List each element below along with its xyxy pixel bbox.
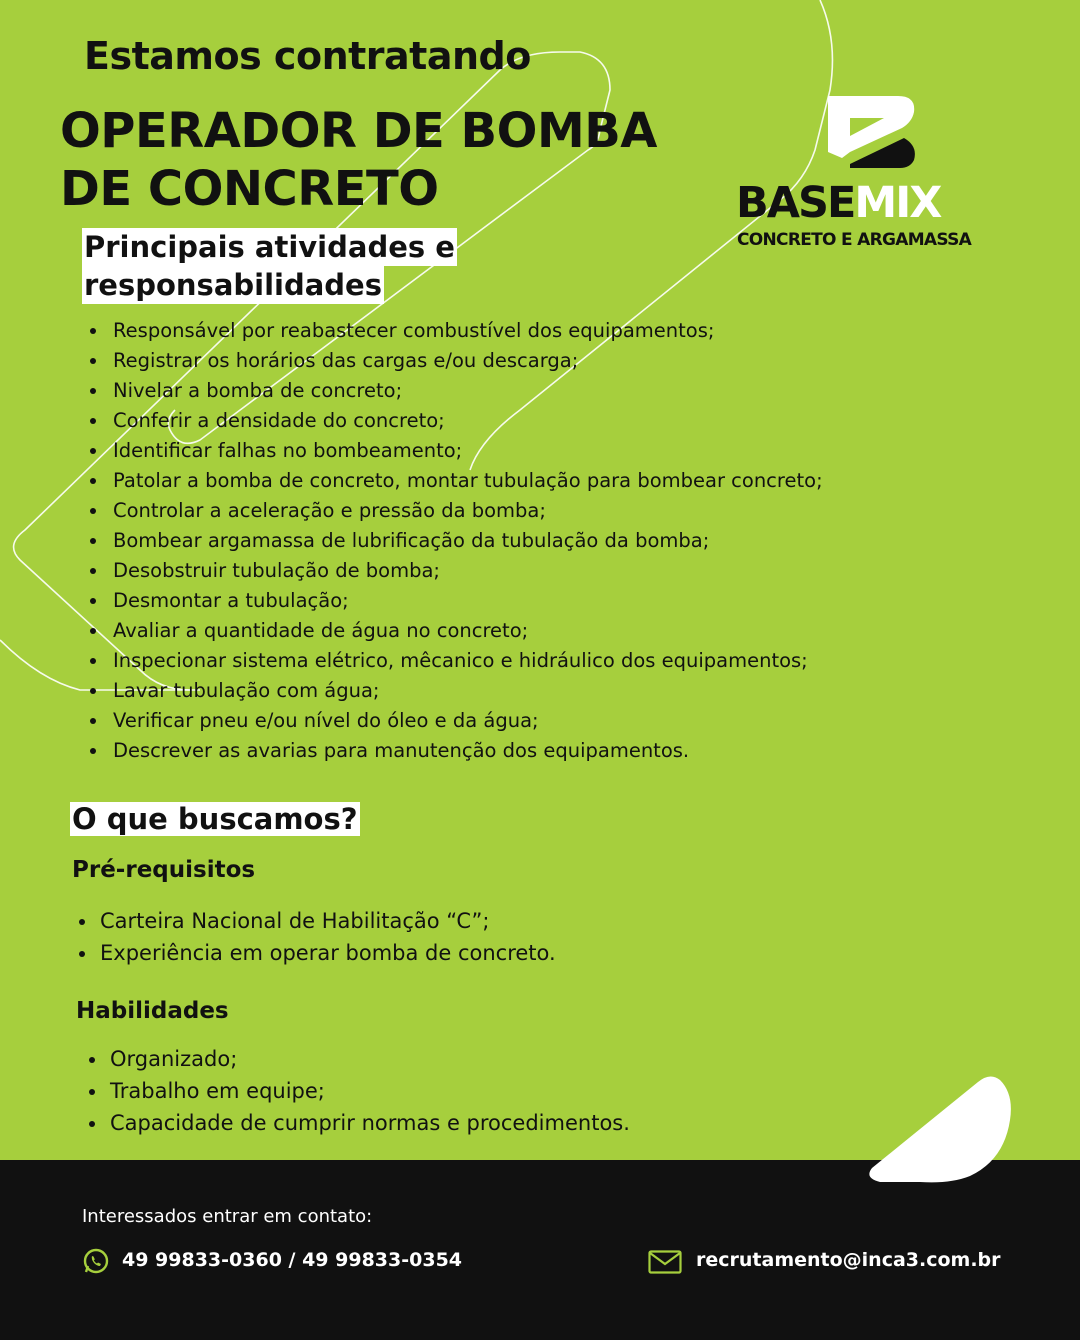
list-item: Identificar falhas no bombeamento; bbox=[88, 436, 823, 466]
contact-email[interactable]: recrutamento@inca3.com.br bbox=[696, 1249, 1001, 1271]
responsibilities-heading-line-1: Principais atividades e bbox=[84, 230, 455, 264]
prerequisites-heading: Pré-requisitos bbox=[72, 857, 256, 883]
list-item: Capacidade de cumprir normas e procedimentos. bbox=[86, 1107, 630, 1139]
list-item: Avaliar a quantidade de água no concreto; bbox=[88, 616, 823, 646]
responsibilities-heading bbox=[82, 228, 457, 304]
list-item: Patolar a bomba de concreto, montar tubulação para bombear concreto; bbox=[88, 466, 823, 496]
job-title-line-1: OPERADOR DE BOMBA bbox=[60, 103, 657, 159]
contact-label: Interessados entrar em contato: bbox=[82, 1206, 373, 1227]
list-item: Inspecionar sistema elétrico, mêcanico e hidráulico dos equipamentos; bbox=[88, 646, 823, 676]
list-item: Desmontar a tubulação; bbox=[88, 586, 823, 616]
skills-list bbox=[86, 1043, 630, 1139]
responsibilities-heading-line-2: responsabilidades bbox=[84, 268, 382, 302]
hiring-kicker: Estamos contratando bbox=[84, 34, 531, 78]
responsibilities-list bbox=[88, 316, 823, 766]
list-item: Nivelar a bomba de concreto; bbox=[88, 376, 823, 406]
list-item: Bombear argamassa de lubrificação da tubulação da bomba; bbox=[88, 526, 823, 556]
logo-word-base: BASE bbox=[736, 178, 855, 228]
logo-word-mix: MIX bbox=[854, 178, 941, 228]
list-item: Experiência em operar bomba de concreto. bbox=[76, 937, 556, 969]
job-title bbox=[60, 102, 657, 218]
list-item: Verificar pneu e/ou nível do óleo e da água; bbox=[88, 706, 823, 736]
logo-wordmark bbox=[736, 178, 940, 228]
mail-icon bbox=[648, 1250, 682, 1274]
list-item: Desobstruir tubulação de bomba; bbox=[88, 556, 823, 586]
list-item: Conferir a densidade do concreto; bbox=[88, 406, 823, 436]
basemix-logo bbox=[736, 92, 1026, 262]
requirements-heading-text: O que buscamos? bbox=[72, 802, 358, 836]
prerequisites-list bbox=[76, 905, 556, 969]
whatsapp-icon bbox=[82, 1247, 110, 1275]
job-title-line-2: DE CONCRETO bbox=[60, 161, 439, 217]
logo-tagline: CONCRETO E ARGAMASSA bbox=[737, 230, 972, 250]
list-item: Lavar tubulação com água; bbox=[88, 676, 823, 706]
skills-heading: Habilidades bbox=[76, 998, 229, 1024]
decorative-white-shape bbox=[860, 1070, 1020, 1190]
list-item: Descrever as avarias para manutenção dos equipamentos. bbox=[88, 736, 823, 766]
contact-phone[interactable]: 49 99833-0360 / 49 99833-0354 bbox=[122, 1249, 463, 1271]
list-item: Carteira Nacional de Habilitação “C”; bbox=[76, 905, 556, 937]
list-item: Responsável por reabastecer combustível dos equipamentos; bbox=[88, 316, 823, 346]
requirements-heading bbox=[70, 800, 360, 838]
list-item: Controlar a aceleração e pressão da bomba; bbox=[88, 496, 823, 526]
basemix-logo-mark-icon bbox=[820, 92, 920, 176]
list-item: Registrar os horários das cargas e/ou descarga; bbox=[88, 346, 823, 376]
list-item: Organizado; bbox=[86, 1043, 630, 1075]
list-item: Trabalho em equipe; bbox=[86, 1075, 630, 1107]
